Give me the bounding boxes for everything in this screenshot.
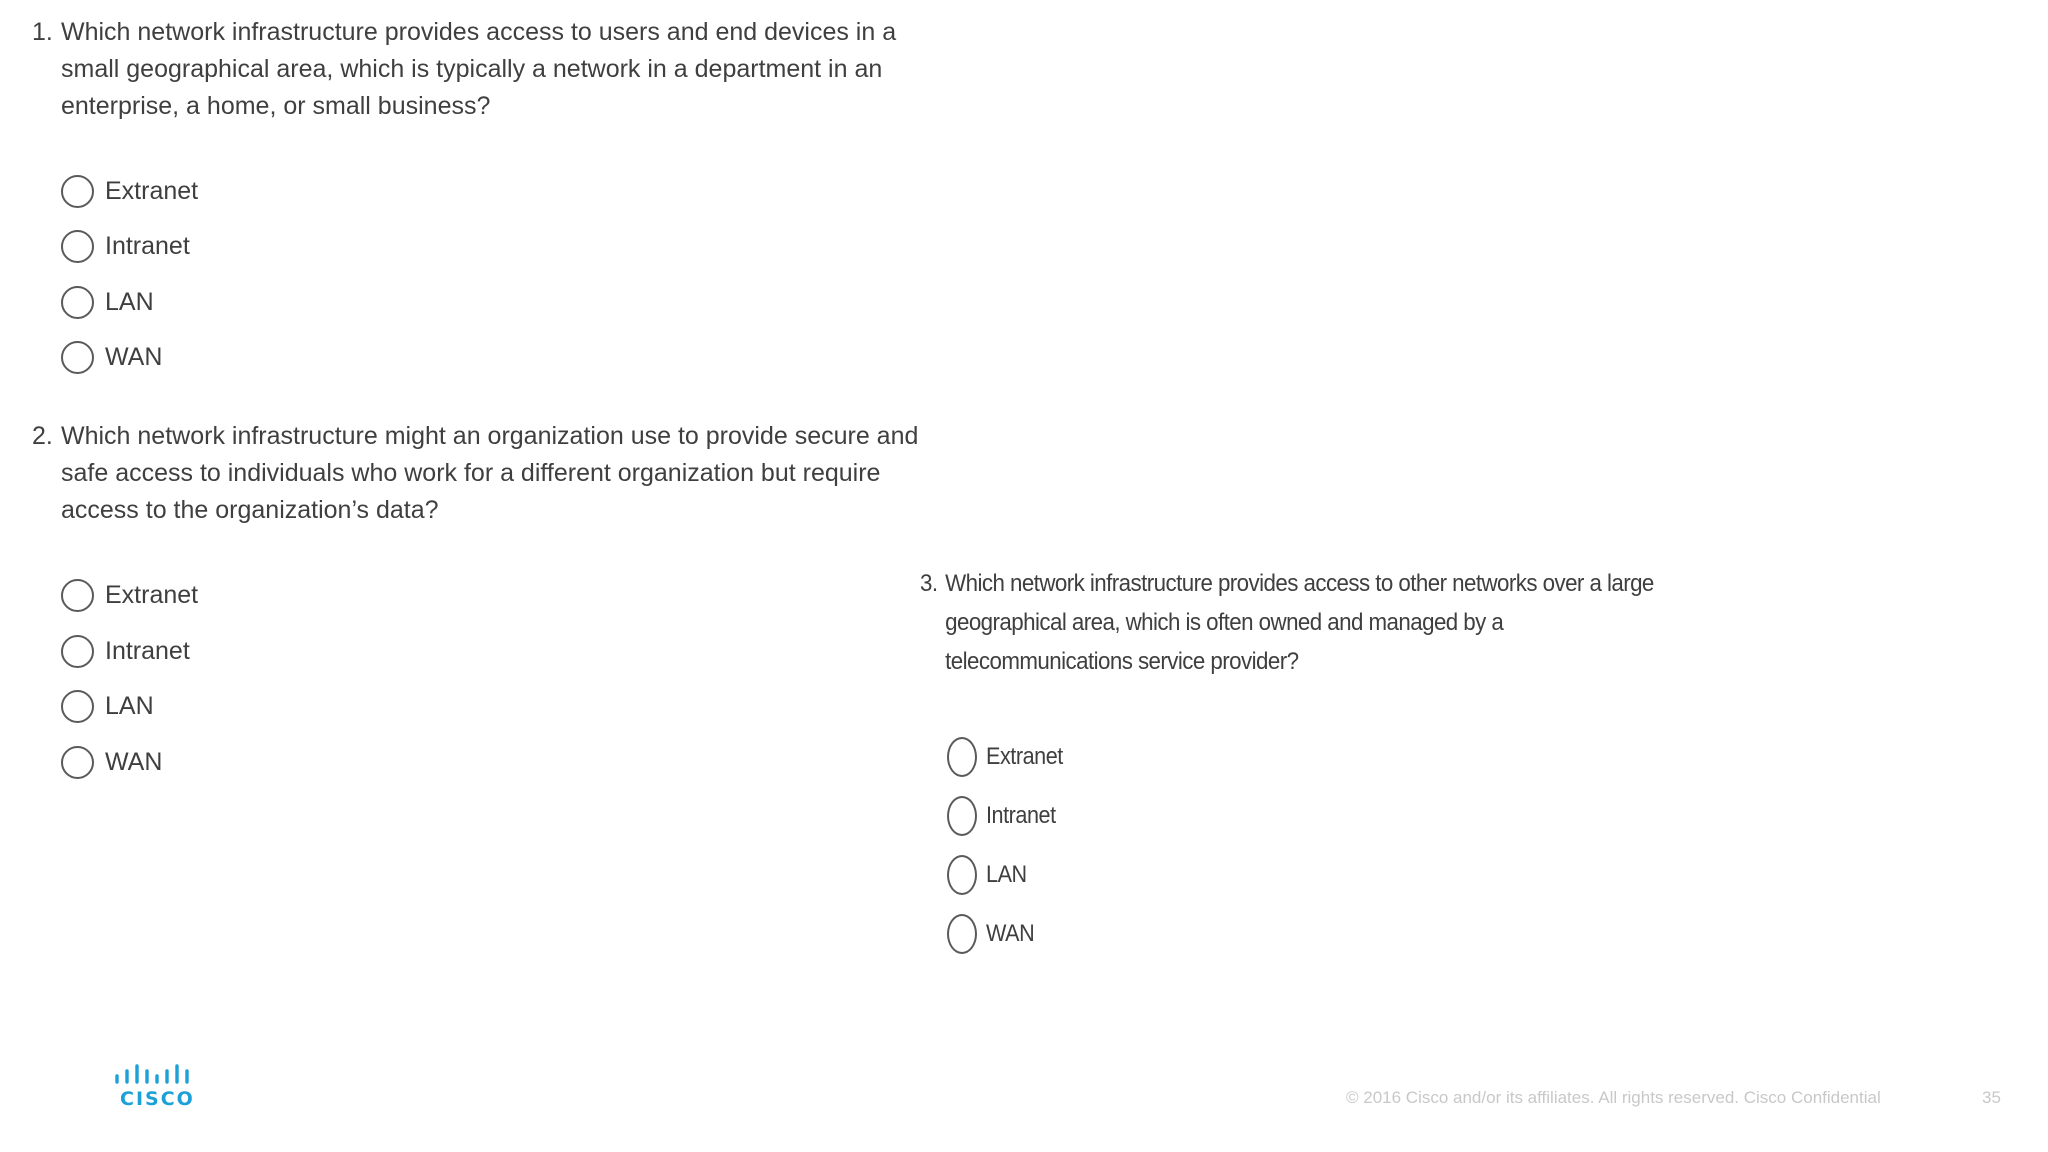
option-label: LAN — [986, 861, 1027, 888]
question-2-option-intranet[interactable] — [61, 631, 190, 671]
question-3 — [920, 564, 1760, 947]
question-1-number: 1. — [32, 18, 53, 46]
radio-unchecked-icon[interactable] — [947, 914, 977, 954]
question-2-option-lan[interactable] — [61, 686, 154, 726]
question-1-line-2: small geographical area, which is typically a network in a department in an — [61, 55, 883, 83]
question-3-line-1: Which network infrastructure provides access to other networks over a large — [945, 570, 1654, 597]
option-label: Intranet — [105, 637, 190, 665]
question-3-line-2: geographical area, which is often owned and managed by a — [945, 609, 1504, 636]
question-1-option-intranet[interactable] — [61, 226, 190, 266]
radio-unchecked-icon[interactable] — [61, 690, 94, 723]
radio-unchecked-icon[interactable] — [61, 230, 94, 263]
cisco-logo-icon — [112, 1064, 196, 1112]
question-3-number: 3. — [920, 570, 938, 597]
page-number: 35 — [1982, 1088, 2001, 1107]
cisco-logo-text: CISCO — [120, 1088, 195, 1110]
question-1-line-1: Which network infrastructure provides access to users and end devices in a — [61, 18, 897, 46]
question-3-text — [920, 564, 1701, 681]
radio-unchecked-icon[interactable] — [61, 579, 94, 612]
option-label: Extranet — [105, 581, 199, 609]
radio-unchecked-icon[interactable] — [61, 635, 94, 668]
question-2-line-3: access to the organization’s data? — [61, 496, 439, 524]
question-2-option-wan[interactable] — [61, 742, 162, 782]
question-3-line-3: telecommunications service provider? — [945, 648, 1299, 675]
question-2-line-2: safe access to individuals who work for a different organization but require — [61, 459, 881, 487]
option-label: WAN — [986, 920, 1035, 947]
option-label: Intranet — [986, 802, 1056, 829]
radio-unchecked-icon[interactable] — [947, 737, 977, 777]
question-2-option-extranet[interactable] — [61, 575, 198, 615]
radio-unchecked-icon[interactable] — [61, 746, 94, 779]
option-label: Intranet — [105, 232, 190, 260]
radio-unchecked-icon[interactable] — [61, 341, 94, 374]
question-1-option-lan[interactable] — [61, 282, 154, 322]
question-1-option-extranet[interactable] — [61, 171, 198, 211]
question-2-number: 2. — [32, 422, 53, 450]
question-3-option-extranet[interactable] — [947, 737, 1071, 777]
radio-unchecked-icon[interactable] — [61, 286, 94, 319]
question-2-line-1: Which network infrastructure might an organization use to provide secure and — [61, 422, 919, 450]
radio-unchecked-icon[interactable] — [947, 855, 977, 895]
radio-unchecked-icon[interactable] — [947, 796, 977, 836]
copyright-text: © 2016 Cisco and/or its affiliates. All rights reserved. Cisco Confidential — [1346, 1088, 1881, 1107]
option-label: WAN — [105, 343, 163, 371]
option-label: LAN — [105, 692, 154, 720]
question-3-option-lan[interactable] — [947, 855, 1031, 895]
cisco-bars-icon — [114, 1064, 194, 1088]
question-1-text — [32, 14, 992, 125]
option-label: WAN — [105, 748, 163, 776]
question-1-line-3: enterprise, a home, or small business? — [61, 92, 491, 120]
question-1 — [32, 14, 992, 371]
option-label: Extranet — [105, 177, 199, 205]
question-2-text — [32, 418, 1012, 529]
question-2 — [32, 418, 1012, 776]
question-1-option-wan[interactable] — [61, 337, 162, 377]
option-label: LAN — [105, 288, 154, 316]
option-label: Extranet — [986, 743, 1063, 770]
question-3-option-intranet[interactable] — [947, 796, 1063, 836]
question-3-option-wan[interactable] — [947, 914, 1040, 954]
radio-unchecked-icon[interactable] — [61, 175, 94, 208]
